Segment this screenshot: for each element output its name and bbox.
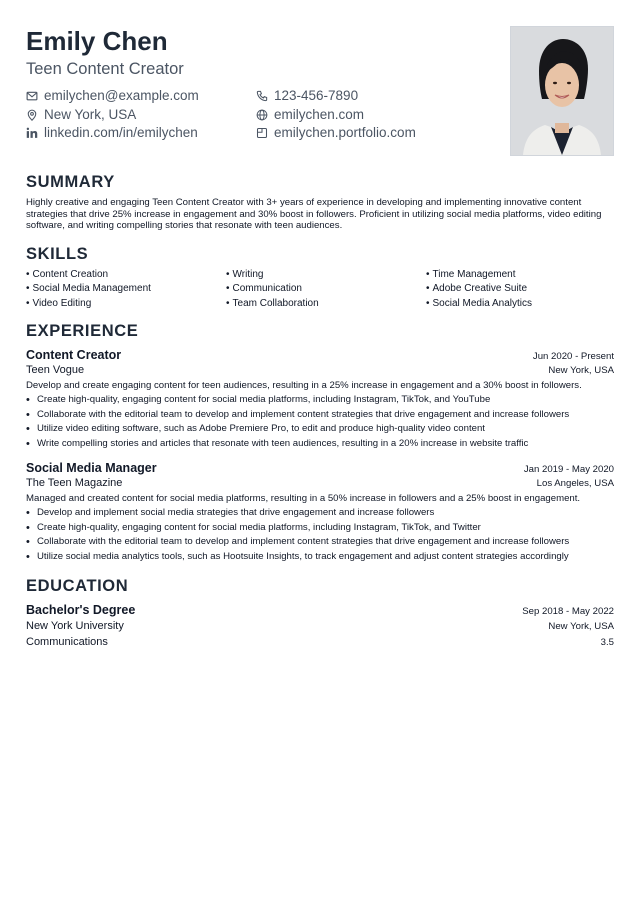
contact-phone[interactable] [256, 88, 358, 103]
linkedin-icon [26, 127, 38, 139]
contact-location [26, 107, 136, 122]
profile-photo [510, 26, 614, 156]
skill-item: • Social Media Management [26, 283, 226, 295]
skill-item: • Communication [226, 283, 426, 295]
candidate-title: Teen Content Creator [26, 60, 184, 78]
website-text: emilychen.com [274, 107, 365, 122]
job-title: Social Media Manager [26, 461, 157, 476]
job-date: Jan 2019 - May 2020 [523, 464, 614, 476]
list-item: • Collaborate with the editorial team to develop and implement content strategies that drive engagement and increase followers [37, 408, 614, 423]
list-item: • Utilize social media analytics tools, such as Hootsuite Insights, to track engagement and adjust content strategies accordingly [37, 550, 614, 565]
job-bullets [26, 393, 614, 451]
job-title: Content Creator [26, 348, 122, 363]
job-bullets [26, 506, 614, 564]
list-item: • Utilize video editing software, such as Adobe Premiere Pro, to edit and produce high-quality video content [37, 422, 614, 437]
field-of-study: Communications [26, 636, 108, 649]
job-location: New York, USA [548, 365, 614, 377]
education-date: Sep 2018 - May 2022 [522, 606, 614, 618]
skill-item: • Social Media Analytics [426, 298, 616, 310]
contact-linkedin[interactable] [26, 125, 198, 140]
school-name: New York University [26, 620, 124, 633]
resume-header [26, 26, 614, 166]
contact-portfolio[interactable] [256, 125, 416, 140]
school-location: New York, USA [548, 621, 614, 633]
job-location: Los Angeles, USA [536, 478, 614, 490]
location-text: New York, USA [44, 107, 137, 122]
email-text: emilychen@example.com [44, 88, 199, 103]
contact-email[interactable] [26, 88, 199, 103]
linkedin-text: linkedin.com/in/emilychen [44, 125, 198, 140]
skill-item: • Time Management [426, 269, 616, 281]
list-item: • Create high-quality, engaging content for social media platforms, including Instagram, TikTok, and YouTube [37, 393, 614, 408]
job-date: Jun 2020 - Present [532, 351, 614, 363]
skill-item: • Team Collaboration [226, 298, 426, 310]
education-section [26, 576, 614, 650]
experience-heading: EXPERIENCE [26, 322, 139, 341]
portfolio-icon [256, 127, 268, 139]
skills-heading: SKILLS [26, 244, 89, 263]
portfolio-text: emilychen.portfolio.com [274, 125, 416, 140]
summary-section [26, 172, 614, 232]
degree: Bachelor's Degree [26, 603, 136, 618]
job-entry [26, 460, 614, 564]
list-item: • Collaborate with the editorial team to develop and implement content strategies that drive engagement and increase followers [37, 535, 614, 550]
list-item: • Write compelling stories and articles that resonate with teen audiences, resulting in a 20% increase in website traffic [37, 437, 614, 452]
gpa: 3.5 [600, 637, 614, 649]
summary-text: Highly creative and engaging Teen Content Creator with 3+ years of experience in developing and implementing innovative content strategies that drive 25% increase in engagement and 30% boost in followers. Proficient in utilizing social media platforms, video editing software, and writing compelling stories that resonate with teen audiences. [26, 197, 602, 232]
job-entry [26, 347, 614, 451]
education-heading: EDUCATION [26, 577, 129, 596]
skill-item: • Video Editing [26, 298, 226, 310]
map-pin-icon [26, 109, 38, 121]
contact-website[interactable] [256, 107, 364, 122]
globe-icon [256, 109, 268, 121]
list-item: • Create high-quality, engaging content for social media platforms, including Instagram, TikTok, and Twitter [37, 521, 614, 536]
job-description: Develop and create engaging content for teen audiences, resulting in a 25% increase in engagement and a 30% boost in followers. [26, 380, 582, 392]
job-description: Managed and created content for social media platforms, resulting in a 50% increase in followers and a 25% boost in engagement. [26, 493, 581, 505]
profile-photo-illustration [511, 27, 613, 155]
skill-item: • Writing [226, 269, 426, 281]
skill-item: • Content Creation [26, 269, 226, 281]
candidate-name: Emily Chen [26, 26, 168, 56]
job-company: The Teen Magazine [26, 477, 123, 490]
skills-grid [26, 269, 614, 310]
skills-section [26, 244, 614, 310]
job-company: Teen Vogue [26, 364, 85, 377]
phone-text: 123-456-7890 [274, 88, 359, 103]
experience-section [26, 321, 614, 564]
skill-item: • Adobe Creative Suite [426, 283, 616, 295]
summary-heading: SUMMARY [26, 173, 115, 191]
phone-icon [256, 90, 268, 102]
mail-icon [26, 90, 38, 102]
list-item: • Develop and implement social media strategies that drive engagement and increase followers [37, 506, 614, 521]
